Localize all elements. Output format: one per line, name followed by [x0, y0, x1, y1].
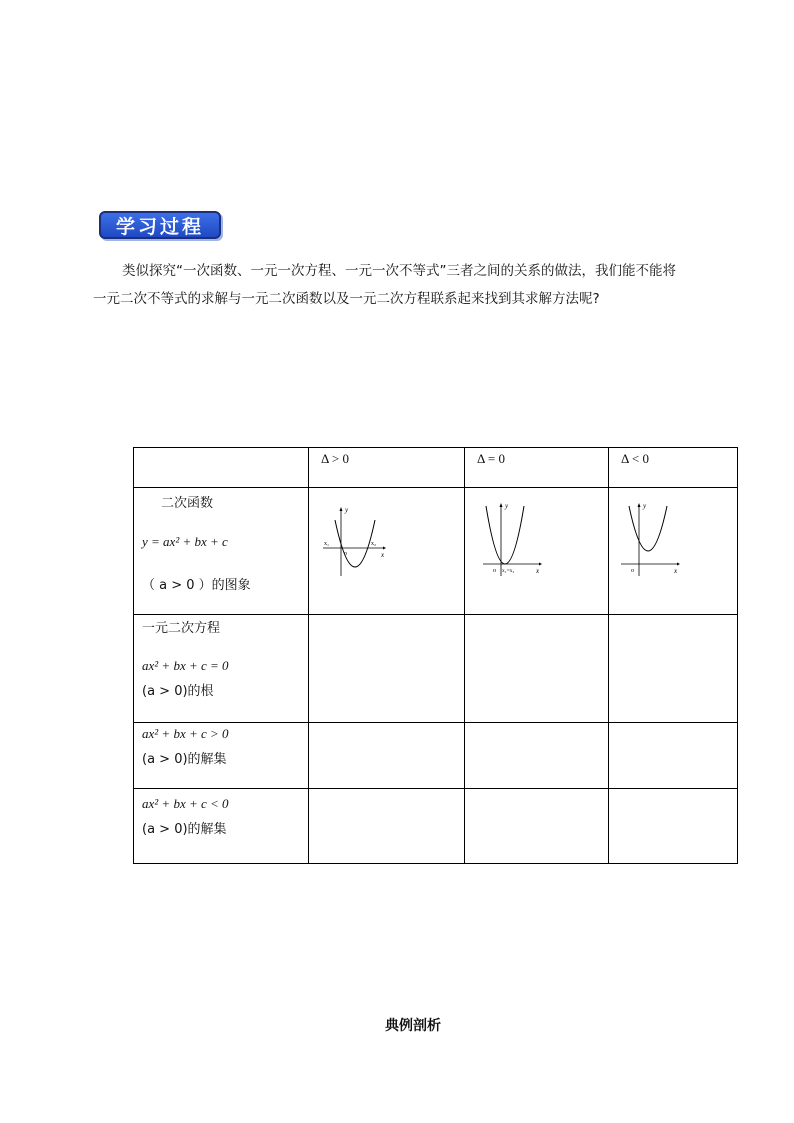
table-row-equation-roots: [134, 615, 738, 723]
roots-cell-delta-negative: [609, 615, 738, 723]
roots-cell-delta-zero: [465, 615, 609, 723]
axis-label-y: y: [643, 502, 647, 510]
intro-paragraph-line2: 一元二次不等式的求解与一元二次函数以及一元二次方程联系起来找到其求解方法呢?: [93, 291, 600, 307]
root-label-x2: x₂: [371, 541, 377, 547]
graph-cell-delta-negative: [609, 488, 738, 615]
label-graph-condition: （ a > 0 ）的图象: [142, 578, 251, 593]
row-label-inequality-less: [134, 789, 309, 864]
origin-label: o: [631, 568, 634, 574]
header-delta-zero: Δ = 0: [465, 448, 609, 488]
formula-inequality-greater: ax² + bx + c > 0: [142, 726, 229, 741]
axis-label-y: y: [505, 502, 509, 510]
formula-quadratic-equation: ax² + bx + c = 0: [142, 658, 229, 673]
table-header-row: [134, 448, 738, 488]
row-label-inequality-greater: [134, 723, 309, 789]
graph-cell-delta-positive: [309, 488, 465, 615]
table-row-greater-than-solution: [134, 723, 738, 789]
axis-label-x: x: [536, 567, 540, 575]
section-badge-learning-process: 学习过程: [99, 211, 221, 239]
row-label-quadratic-function: [134, 488, 309, 615]
label-solution-set-greater: (a > 0)的解集: [142, 752, 227, 767]
formula-quadratic-function: y = ax² + bx + c: [142, 534, 228, 549]
header-delta-positive: Δ > 0: [309, 448, 465, 488]
formula-inequality-less: ax² + bx + c < 0: [142, 796, 229, 811]
axis-label-x: x: [381, 551, 385, 559]
solution-greater-delta-positive: [309, 723, 465, 789]
row-label-quadratic-equation: [134, 615, 309, 723]
parabola-double-root-graph: [481, 500, 543, 580]
section-title-typical-examples: 典例剖析: [385, 1018, 441, 1034]
axis-label-x: x: [674, 567, 678, 575]
axis-label-y: y: [345, 506, 349, 514]
parabola-two-roots-graph: [321, 504, 387, 578]
roots-cell-delta-positive: [309, 615, 465, 723]
parabola-no-root-graph: [619, 500, 681, 580]
solution-greater-delta-negative: [609, 723, 738, 789]
label-roots-condition: (a > 0)的根: [142, 684, 214, 699]
root-label-double: x₁=x₂: [502, 568, 515, 574]
table-row-graph: [134, 488, 738, 615]
origin-label: o: [493, 568, 496, 574]
solution-greater-delta-zero: [465, 723, 609, 789]
table-row-less-than-solution: [134, 789, 738, 864]
solution-less-delta-negative: [609, 789, 738, 864]
graph-cell-delta-zero: [465, 488, 609, 615]
header-delta-negative: Δ < 0: [609, 448, 738, 488]
label-solution-set-less: (a > 0)的解集: [142, 822, 227, 837]
origin-label: o: [344, 551, 347, 557]
root-label-x1: x₁: [324, 541, 330, 547]
label-quadratic-function: 二次函数: [161, 496, 214, 511]
table-corner-cell: [134, 448, 309, 488]
solution-less-delta-positive: [309, 789, 465, 864]
intro-paragraph-line1: 类似探究“一次函数、一元一次方程、一元一次不等式”三者之间的关系的做法，我们能不能将: [122, 263, 676, 279]
label-quadratic-equation: 一元二次方程: [142, 621, 221, 636]
solution-less-delta-zero: [465, 789, 609, 864]
quadratic-comparison-table: [133, 447, 738, 864]
